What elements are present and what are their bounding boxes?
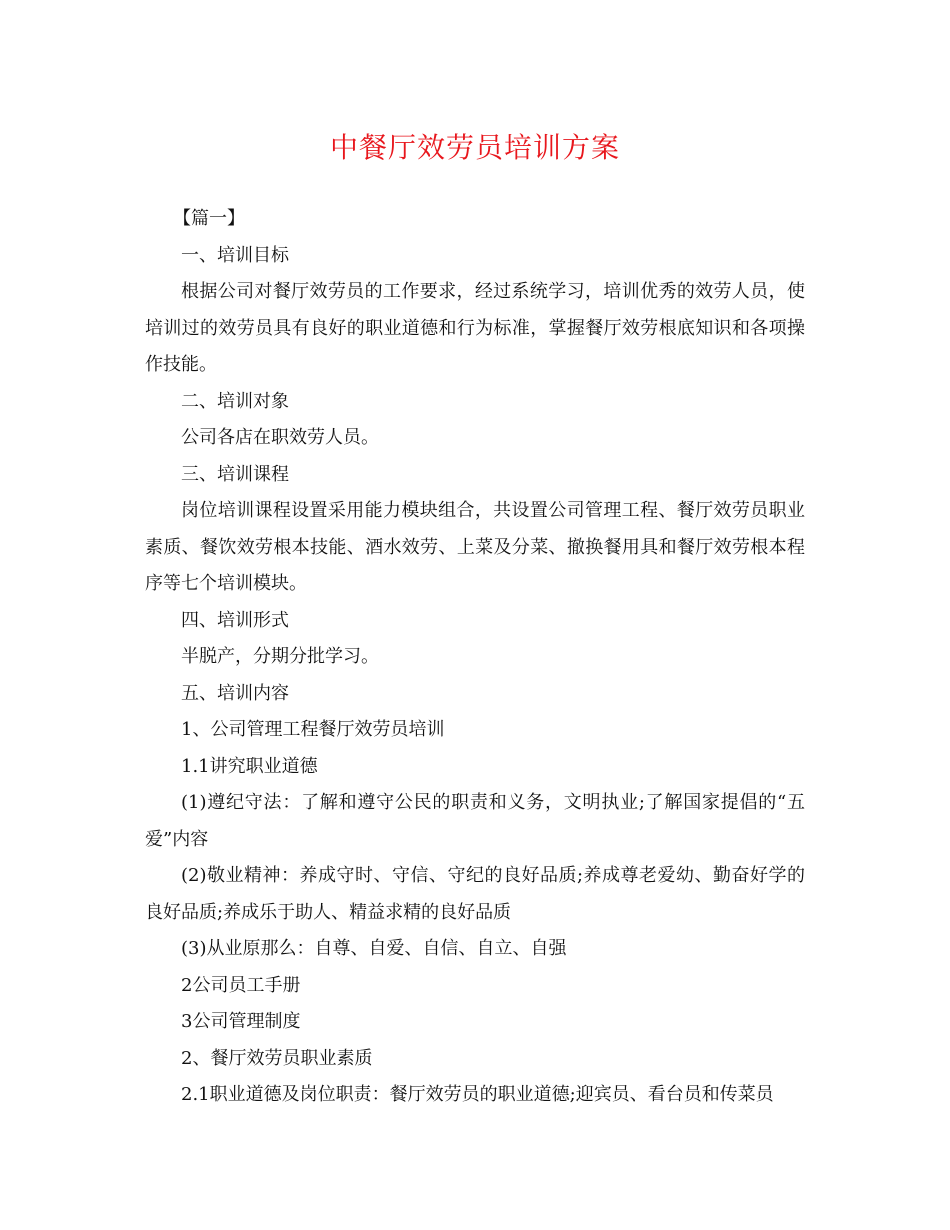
list-item: (3)从业原那么：自尊、自爱、自信、自立、自强: [181, 938, 567, 959]
list-item: 2、餐厅效劳员职业素质: [181, 1047, 373, 1069]
heading-training-goal: 一、培训目标: [181, 244, 289, 266]
list-item: 2.1职业道德及岗位职责：餐厅效劳员的职业道德;迎宾员、看台员和传菜员: [181, 1084, 774, 1105]
paragraph-training-target: 公司各店在职效劳人员。: [181, 427, 379, 448]
paragraph-training-courses: 岗位培训课程设置采用能力模块组合，共设置公司管理工程、餐厅效劳员职业素质、餐饮效劳根本技能、酒水效劳、上菜及分菜、撤换餐用具和餐厅效劳根本程序等七个培训模块。: [145, 500, 805, 594]
heading-training-form: 四、培训形式: [181, 609, 289, 631]
list-item: (2)敬业精神：养成守时、守信、守纪的良好品质;养成尊老爱幼、勤奋好学的良好品质;养成乐于助人、精益求精的良好品质: [145, 865, 805, 923]
list-item: (1)遵纪守法：了解和遵守公民的职责和义务，文明执业;了解国家提倡的“五爱”内容: [145, 792, 805, 850]
list-item: 2公司员工手册: [181, 974, 301, 996]
heading-training-courses: 三、培训课程: [181, 463, 289, 485]
list-item: 1、公司管理工程餐厅效劳员培训: [181, 719, 445, 740]
paragraph-training-form: 半脱产，分期分批学习。: [181, 646, 379, 667]
heading-training-target: 二、培训对象: [181, 390, 289, 412]
paragraph-training-goal: 根据公司对餐厅效劳员的工作要求，经过系统学习，培训优秀的效劳人员，使培训过的效劳员具有良好的职业道德和行为标准，掌握餐厅效劳根底知识和各项操作技能。: [145, 281, 805, 375]
document-title: 中餐厅效劳员培训方案: [329, 131, 620, 164]
section-marker: 【篇一】: [173, 208, 245, 229]
document-body: [145, 201, 805, 1114]
list-item: 3公司管理制度: [181, 1011, 301, 1032]
list-item: 1.1讲究职业道德: [181, 755, 318, 777]
heading-training-content: 五、培训内容: [181, 682, 289, 704]
